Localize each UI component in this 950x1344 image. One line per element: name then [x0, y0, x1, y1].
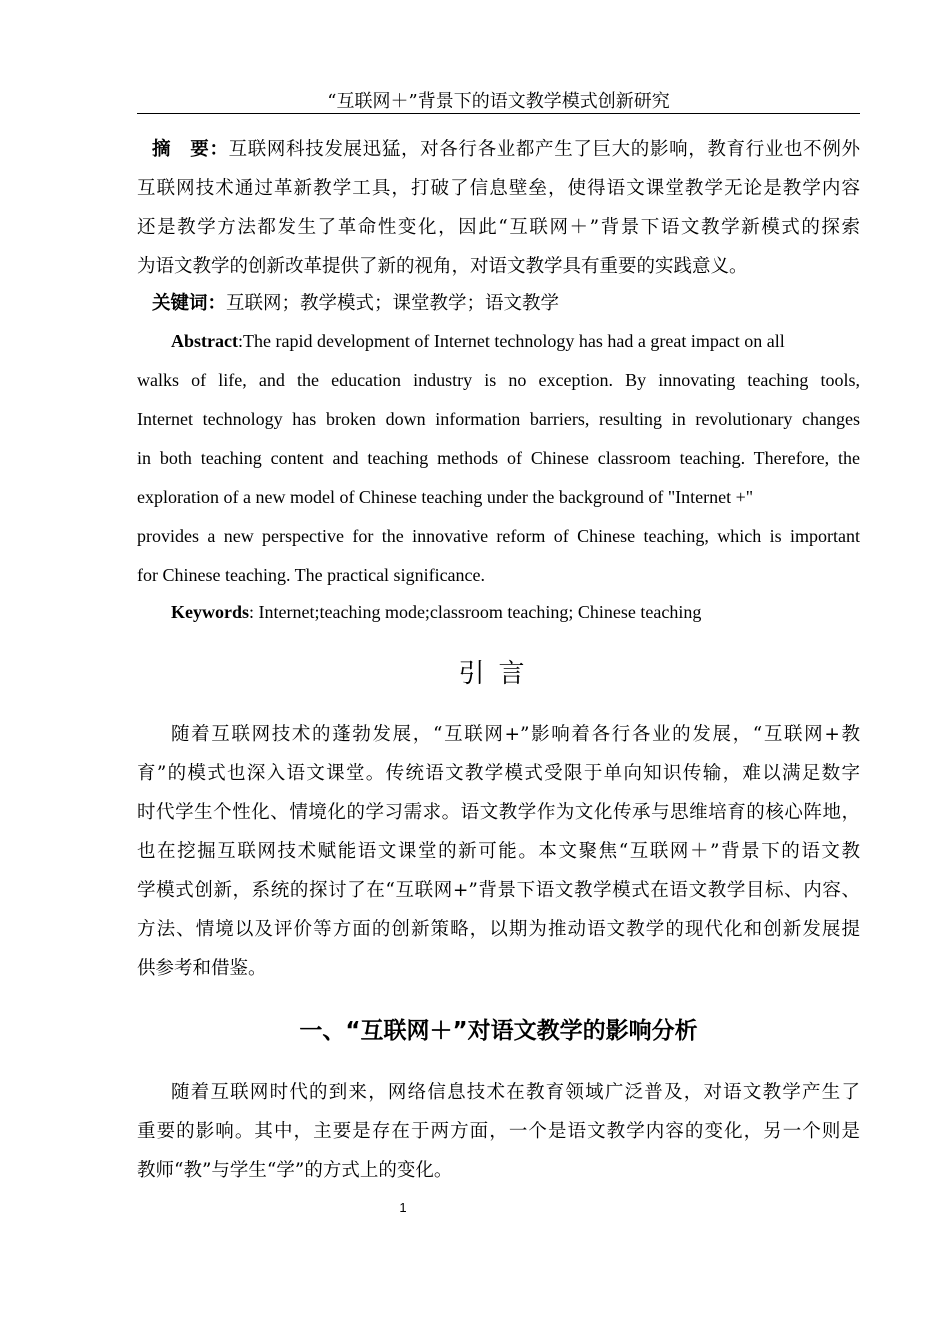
- keywords-cn: [137, 291, 860, 317]
- abstract-text: 为语文教学的创新改革提供了新的视角，对语文教学具有重要的实践意义。: [137, 256, 748, 277]
- intro-text: 也在挖掘互联网技术赋能语文课堂的新可能。本文聚焦“互联网＋”背景下的语文教: [137, 841, 860, 862]
- intro-line: [137, 800, 860, 826]
- abstract-line: [137, 215, 860, 241]
- intro-text: 时代学生个性化、情境化的学习需求。语文教学作为文化传承与思维培育的核心阵地，: [137, 802, 860, 823]
- section-1-heading: 一、“互联网＋”对语文教学的影响分析: [299, 1018, 698, 1044]
- section-1-line: [137, 1158, 860, 1184]
- abstract-en-text: :The rapid development of Internet technology has had a great impact on all: [237, 331, 785, 351]
- intro-line: [137, 761, 860, 787]
- running-header: “互联网＋”背景下的语文教学模式创新研究: [327, 91, 670, 112]
- section-1-text: 教师“教”与学生“学”的方式上的变化。: [137, 1160, 453, 1181]
- keywords-text: 互联网；教学模式；课堂教学；语文教学: [226, 293, 560, 314]
- keywords-label: 关键词：: [152, 293, 227, 314]
- abstract-en-text: Internet technology has broken down information barriers, resulting in revolutionary changes: [137, 409, 860, 429]
- intro-line: [137, 722, 860, 748]
- abstract-text: 互联网技术通过革新教学工具，打破了信息壁垒，使得语文课堂教学无论是教学内容: [137, 178, 860, 199]
- abstract-line: [137, 254, 860, 280]
- abstract-en-line: [137, 562, 860, 588]
- abstract-en-text: walks of life, and the education industry is no exception. By innovating teaching tools,: [137, 370, 860, 390]
- section-1-line: [137, 1119, 860, 1145]
- intro-line: [137, 878, 860, 904]
- abstract-en-text: exploration of a new model of Chinese teaching under the background of "Internet +": [137, 487, 754, 507]
- abstract-en-line: [137, 367, 860, 393]
- abstract-en-text: for Chinese teaching. The practical significance.: [137, 565, 486, 585]
- abstract-en-line: [137, 328, 860, 354]
- page-number: 1: [399, 1200, 407, 1215]
- abstract-en-line: [137, 445, 860, 471]
- section-1-line: [137, 1080, 860, 1106]
- intro-line: [137, 917, 860, 943]
- abstract-en-label: Abstract: [171, 331, 238, 351]
- abstract-en-line: [137, 484, 860, 510]
- keywords-en-text: : Internet;teaching mode;classroom teaching; Chinese teaching: [249, 602, 702, 622]
- abstract-text: 还是教学方法都发生了革命性变化，因此“互联网＋”背景下语文教学新模式的探索: [137, 217, 860, 238]
- intro-text: 育”的模式也深入语文课堂。传统语文教学模式受限于单向知识传输，难以满足数字: [137, 763, 860, 784]
- section-1-text: 随着互联网时代的到来，网络信息技术在教育领域广泛普及，对语文教学产生了: [171, 1082, 860, 1103]
- abstract-label: 摘 要：: [152, 139, 229, 160]
- keywords-en: [137, 599, 860, 625]
- abstract-line: [137, 137, 860, 163]
- intro-text: 供参考和借鉴。: [137, 958, 267, 979]
- intro-line: [137, 839, 860, 865]
- abstract-en-text: in both teaching content and teaching methods of Chinese classroom teaching. Therefore, the: [137, 448, 860, 468]
- intro-line: [137, 956, 860, 982]
- abstract-line: [137, 176, 860, 202]
- intro-heading: 引言: [458, 659, 539, 689]
- section-1-text: 重要的影响。其中，主要是存在于两方面，一个是语文教学内容的变化，另一个则是: [137, 1121, 860, 1142]
- keywords-en-label: Keywords: [171, 602, 249, 622]
- header-rule: [137, 113, 860, 114]
- abstract-en-line: [137, 523, 860, 549]
- abstract-en-line: [137, 406, 860, 432]
- intro-text: 方法、情境以及评价等方面的创新策略，以期为推动语文教学的现代化和创新发展提: [137, 919, 860, 940]
- intro-text: 随着互联网技术的蓬勃发展，“互联网+”影响着各行各业的发展，“互联网+教: [171, 724, 860, 745]
- intro-text: 学模式创新，系统的探讨了在“互联网+”背景下语文教学模式在语文教学目标、内容、: [137, 880, 860, 901]
- abstract-en-text: provides a new perspective for the innovative reform of Chinese teaching, which is important: [137, 526, 860, 546]
- abstract-text: 互联网科技发展迅猛，对各行各业都产生了巨大的影响，教育行业也不例外: [228, 139, 860, 160]
